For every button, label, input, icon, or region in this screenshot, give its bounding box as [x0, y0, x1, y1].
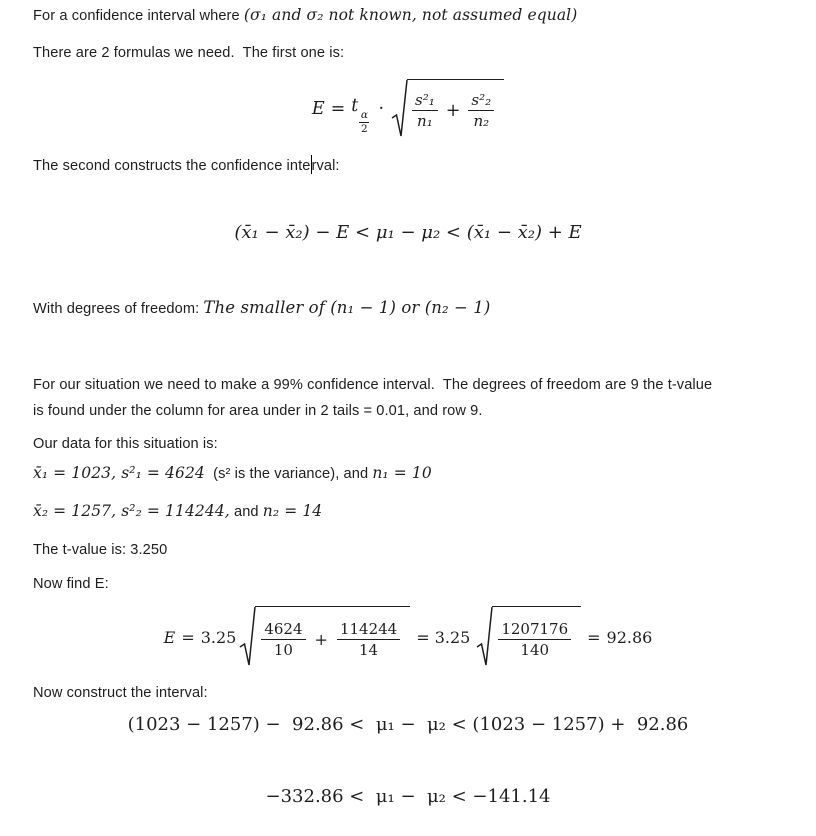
- numerator-4624: 4624: [261, 620, 305, 640]
- denominator-140: 140: [520, 640, 550, 659]
- numeric-fraction-3: [498, 620, 571, 659]
- calc-equals-1: =: [181, 627, 195, 647]
- final-interval-result: −332.86 < μ₁ − μ₂ < −141.14: [265, 786, 551, 807]
- alpha-symbol: α: [360, 108, 368, 121]
- calc-coefficient: 3.25: [200, 627, 237, 647]
- radicand: [407, 79, 504, 137]
- variance-fraction-1: [412, 91, 438, 130]
- s-squared-2: s²₂: [468, 91, 494, 111]
- denominator-14: 14: [359, 640, 379, 659]
- confidence-interval-formula: (x̄₁ − x̄₂) − E < μ₁ − μ₂ < (x̄₁ − x̄₂) + E: [234, 222, 582, 243]
- construct-lead: Now construct the interval:: [33, 685, 208, 701]
- equals-sign: =: [330, 99, 346, 119]
- multiplication-dot: ·: [378, 99, 385, 119]
- data-line-sample-2: [33, 502, 322, 522]
- intro-line: [33, 6, 577, 26]
- sample1-plain-text: (s² is the variance), and: [204, 466, 373, 482]
- square-root: [239, 606, 410, 668]
- n-1: n₁: [417, 112, 433, 130]
- square-root: [476, 606, 581, 668]
- lead-after-cursor: rval:: [311, 158, 340, 174]
- sample1-math-text: x̄₁ = 1023, s²₁ = 4624: [33, 464, 205, 482]
- intro-math-text: (σ₁ and σ₂ not known, not assumed equal): [243, 6, 578, 24]
- calc-equals-3: =: [587, 627, 601, 647]
- sample2-plain-text: and: [229, 504, 263, 520]
- t-critical-term: [351, 95, 369, 135]
- numerator-114244: 114244: [337, 620, 400, 640]
- radical-sign-icon: [391, 79, 408, 139]
- margin-of-error-formula: [0, 74, 816, 144]
- calc-lhs-E: E: [163, 627, 176, 647]
- t-symbol: t: [351, 95, 359, 116]
- situation-line-2: is found under the column for area under in 2 tails = 0.01, and row 9.: [33, 403, 483, 419]
- data-line-sample-1: [33, 464, 432, 484]
- calc-equals-2: = 3.25: [416, 627, 471, 647]
- intro-plain-text: For a confidence interval where: [33, 8, 244, 24]
- radicand: [255, 606, 410, 666]
- t-value-line: The t-value is: 3.250: [33, 542, 168, 558]
- two-denominator: 2: [361, 123, 368, 135]
- radical-sign-icon: [476, 606, 493, 668]
- find-e-lead: Now find E:: [33, 576, 109, 592]
- situation-paragraph: [33, 372, 803, 424]
- numeric-fraction-1: [261, 620, 305, 659]
- radical-sign-icon: [239, 606, 256, 668]
- numerator-1207176: 1207176: [498, 620, 571, 640]
- degrees-of-freedom-line: [33, 298, 490, 319]
- s-squared-1: s²₁: [412, 91, 438, 111]
- sample2-math-text: x̄₂ = 1257, s²₂ = 114244,: [33, 502, 230, 520]
- sample1-n-text: n₁ = 10: [372, 464, 432, 482]
- lead-before-cursor: The second constructs the confidence inte: [33, 158, 311, 174]
- sample2-n-text: n₂ = 14: [262, 502, 323, 520]
- e-calculation-formula: [0, 602, 816, 672]
- dof-plain-text: With degrees of freedom:: [33, 301, 204, 317]
- first-formula-lead: There are 2 formulas we need. The first one is:: [33, 45, 345, 61]
- variance-fraction-2: [468, 91, 494, 130]
- formula-lhs-E: E: [311, 99, 325, 119]
- second-formula-lead: [33, 155, 340, 176]
- numeric-fraction-2: [337, 620, 400, 659]
- square-root: [391, 79, 504, 139]
- plus-sign: +: [314, 629, 328, 649]
- situation-line-1: For our situation we need to make a 99% confidence interval. The degrees of freedom are 9 the t-value: [33, 377, 713, 393]
- numeric-interval-formula: (1023 − 1257) − 92.86 < μ₁ − μ₂ < (1023 − 1257) + 92.86: [127, 714, 689, 735]
- radicand: [492, 606, 581, 666]
- plus-sign: +: [445, 100, 461, 121]
- alpha-over-2-subscript: [359, 109, 369, 135]
- denominator-10: 10: [273, 640, 293, 659]
- dof-math-text: The smaller of (n₁ − 1) or (n₂ − 1): [203, 298, 491, 317]
- our-data-lead: Our data for this situation is:: [33, 436, 218, 452]
- n-2: n₂: [473, 112, 490, 130]
- calc-result: 92.86: [606, 627, 653, 647]
